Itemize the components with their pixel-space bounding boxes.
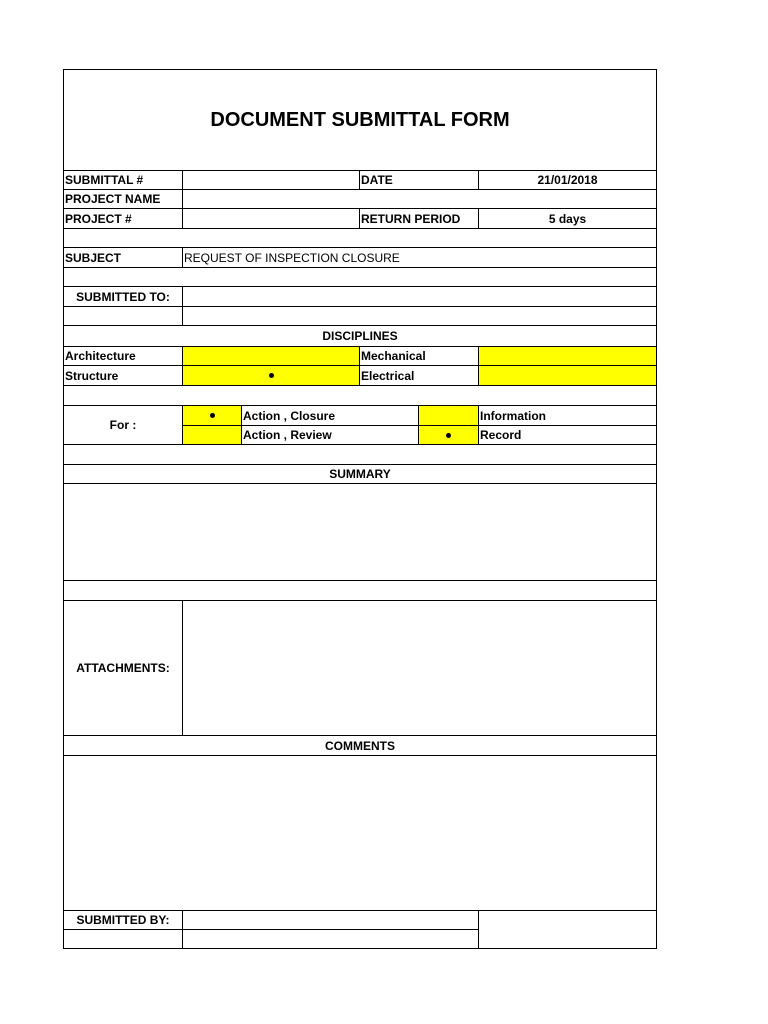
- blank-cell: [64, 307, 183, 326]
- spacer-row: [64, 581, 656, 601]
- submittal-number-field[interactable]: [183, 171, 360, 190]
- purpose-information-checkbox[interactable]: [419, 406, 479, 426]
- spacer-row: [64, 445, 656, 465]
- submitted-by-signature-field[interactable]: [479, 911, 656, 948]
- purpose-label: For :: [64, 406, 183, 445]
- purpose-action-closure-checkbox[interactable]: [183, 406, 242, 426]
- attachments-label: ATTACHMENTS:: [64, 601, 183, 736]
- submitted-by-name-field[interactable]: [183, 911, 479, 930]
- submitted-to-field-2[interactable]: [183, 307, 656, 326]
- purpose-record-label: Record: [479, 426, 656, 445]
- submitted-by-extra-field[interactable]: [183, 930, 479, 948]
- purpose-action-closure-label: Action , Closure: [242, 406, 419, 426]
- spacer-row: [64, 386, 656, 406]
- discipline-architecture-checkbox[interactable]: [183, 347, 360, 366]
- submittal-form: [63, 69, 657, 949]
- discipline-architecture-label: Architecture: [64, 347, 183, 366]
- discipline-mechanical-checkbox[interactable]: [479, 347, 656, 366]
- submitted-to-field-1[interactable]: [183, 287, 656, 307]
- discipline-structure-checkbox[interactable]: [183, 366, 360, 386]
- comments-heading: COMMENTS: [64, 736, 656, 756]
- disciplines-heading: DISCIPLINES: [64, 326, 656, 347]
- submitted-by-label: SUBMITTED BY:: [64, 911, 183, 930]
- project-name-label: PROJECT NAME: [64, 190, 183, 209]
- purpose-information-label: Information: [479, 406, 656, 426]
- bullet-mark-icon: [210, 413, 215, 418]
- purpose-action-review-label: Action , Review: [242, 426, 419, 445]
- project-name-field[interactable]: [183, 190, 656, 209]
- discipline-electrical-checkbox[interactable]: [479, 366, 656, 386]
- submitted-to-label: SUBMITTED TO:: [64, 287, 183, 307]
- purpose-record-checkbox[interactable]: [419, 426, 479, 445]
- summary-textarea[interactable]: [64, 484, 656, 581]
- project-number-label: PROJECT #: [64, 209, 183, 229]
- discipline-structure-label: Structure: [64, 366, 183, 386]
- return-period-label: RETURN PERIOD: [360, 209, 479, 229]
- return-period-field[interactable]: 5 days: [479, 209, 656, 229]
- form-title: DOCUMENT SUBMITTAL FORM: [64, 70, 656, 171]
- discipline-electrical-label: Electrical: [360, 366, 479, 386]
- spacer-row: [64, 268, 656, 287]
- summary-heading: SUMMARY: [64, 465, 656, 484]
- bullet-mark-icon: [269, 373, 274, 378]
- subject-field[interactable]: REQUEST OF INSPECTION CLOSURE: [183, 248, 656, 268]
- discipline-mechanical-label: Mechanical: [360, 347, 479, 366]
- bullet-mark-icon: [446, 433, 451, 438]
- spacer-row: [64, 229, 656, 248]
- submittal-number-label: SUBMITTAL #: [64, 171, 183, 190]
- subject-label: SUBJECT: [64, 248, 183, 268]
- project-number-field[interactable]: [183, 209, 360, 229]
- date-label: DATE: [360, 171, 479, 190]
- comments-textarea[interactable]: [64, 756, 656, 911]
- date-field[interactable]: 21/01/2018: [479, 171, 656, 190]
- blank-cell: [64, 930, 183, 948]
- purpose-action-review-checkbox[interactable]: [183, 426, 242, 445]
- attachments-textarea[interactable]: [183, 601, 656, 736]
